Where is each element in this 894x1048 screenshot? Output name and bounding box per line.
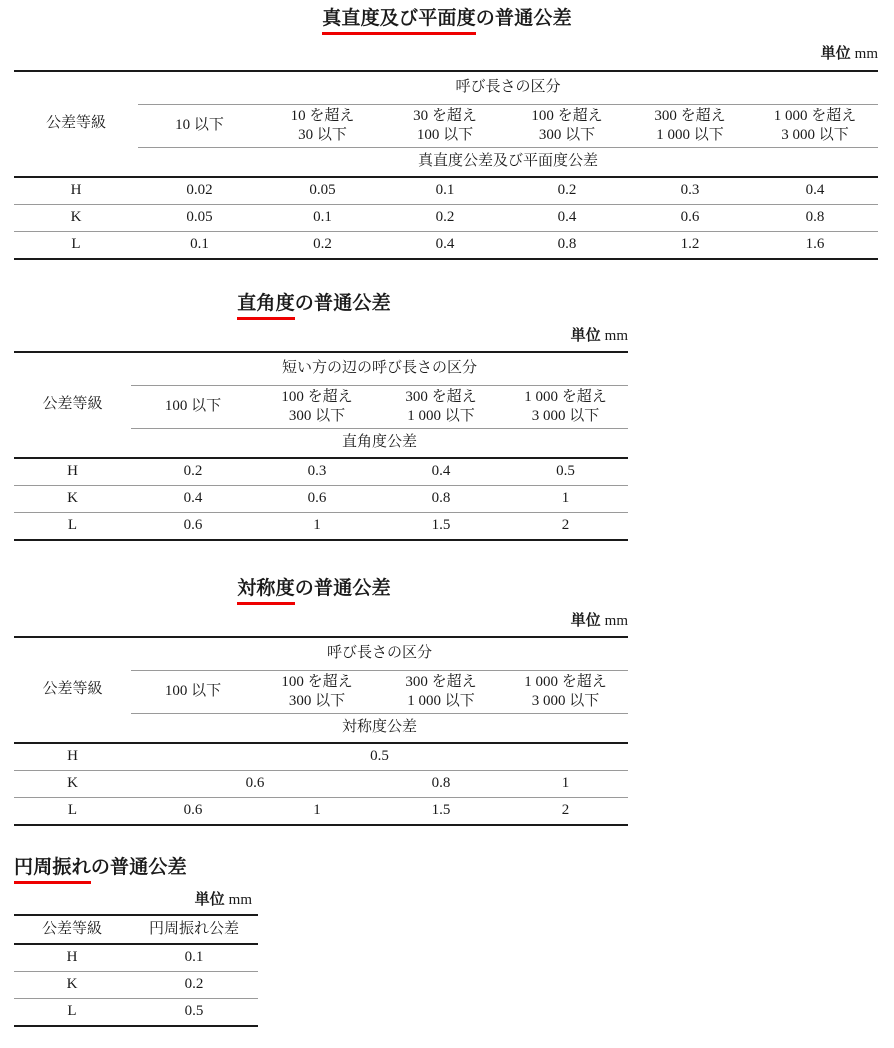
table-header-row-span	[14, 352, 628, 386]
value-cell: 0.8	[379, 771, 503, 798]
grade-header-cell: 公差等級	[14, 71, 138, 177]
value-cell: 0.02	[138, 177, 261, 205]
range-line1: 300 を超え	[654, 107, 726, 124]
range-line2: 30 以下	[298, 127, 347, 143]
tolerance-header: 直角度公差	[131, 429, 628, 459]
range-line1: 10 以下	[175, 117, 224, 134]
range-line1: 10 を超え	[290, 107, 355, 124]
range-line2: 3 000 以下	[531, 693, 600, 709]
value-cell: 0.6	[628, 205, 752, 232]
table-circular-runout	[14, 914, 258, 1027]
value-cell: 0.3	[628, 177, 752, 205]
grade-cell: K	[14, 972, 130, 999]
unit-word: 単位	[570, 326, 601, 344]
unit-label-1	[0, 46, 878, 62]
grade-cell: K	[14, 205, 138, 232]
unit-value: mm	[854, 46, 878, 62]
unit-value: mm	[604, 328, 628, 344]
unit-value: mm	[604, 613, 628, 629]
section-title-wrap	[0, 293, 628, 315]
value-cell: 0.1	[261, 205, 384, 232]
length-span-header: 呼び長さの区分	[138, 71, 878, 105]
section-title	[14, 857, 187, 879]
table-header-row-ranges	[14, 105, 878, 148]
page-title	[322, 8, 572, 30]
table-row	[14, 205, 878, 232]
grade-header-cell: 公差等級	[14, 352, 131, 458]
value-cell: 1.5	[379, 513, 503, 541]
grade-cell: L	[14, 798, 131, 826]
grade-cell: H	[14, 177, 138, 205]
section-squareness	[0, 292, 640, 534]
range-line2: 300 以下	[288, 408, 346, 424]
table-row	[14, 798, 628, 826]
tolerance-header: 円周振れ公差	[130, 915, 258, 944]
value-cell: 0.4	[384, 232, 506, 260]
range-line2: 3 000 以下	[531, 408, 600, 424]
range-cell	[255, 671, 379, 714]
title-underlined-part: 真直度及び平面度	[322, 7, 476, 29]
value-cell: 0.5	[131, 743, 628, 771]
title-rest-part: の普通公差	[294, 292, 391, 314]
range-cell	[384, 105, 506, 148]
grade-header-cell: 公差等級	[14, 637, 131, 743]
value-cell: 0.6	[255, 486, 379, 513]
unit-word: 単位	[570, 611, 601, 629]
title-underlined-part: 円周振れ	[14, 856, 91, 878]
table-row	[14, 177, 878, 205]
value-cell: 0.8	[379, 486, 503, 513]
value-cell: 1	[255, 798, 379, 826]
range-cell	[628, 105, 752, 148]
title-underlined-part: 対称度	[237, 577, 295, 599]
table-header-row-tolerance	[14, 148, 878, 178]
grade-cell: L	[14, 232, 138, 260]
range-line2: 300 以下	[288, 693, 346, 709]
grade-cell: L	[14, 513, 131, 541]
grade-cell: K	[14, 486, 131, 513]
unit-value: mm	[228, 892, 252, 908]
range-line2: 3 000 以下	[781, 127, 849, 143]
range-cell	[379, 386, 503, 429]
range-line2: 1 000 以下	[407, 693, 475, 709]
grade-cell: K	[14, 771, 131, 798]
value-cell: 1	[255, 513, 379, 541]
value-cell: 0.2	[131, 458, 255, 486]
unit-label-3	[0, 613, 628, 629]
range-cell	[261, 105, 384, 148]
value-cell: 0.2	[506, 177, 628, 205]
value-cell: 2	[503, 513, 628, 541]
value-cell: 0.4	[506, 205, 628, 232]
value-cell: 0.1	[130, 944, 258, 972]
title-rest-part: の普通公差	[90, 856, 187, 878]
value-cell: 0.6	[131, 771, 379, 798]
section-title-wrap	[0, 857, 300, 879]
section-circular-runout	[0, 856, 300, 1020]
range-cell	[255, 386, 379, 429]
value-cell: 1.5	[379, 798, 503, 826]
table-symmetry	[14, 636, 628, 826]
section-title-wrap	[0, 578, 628, 600]
range-cell	[503, 386, 628, 429]
range-line1: 1 000 を超え	[773, 107, 857, 124]
table-header-row-span	[14, 637, 628, 671]
range-cell	[503, 671, 628, 714]
grade-cell: H	[14, 458, 131, 486]
value-cell: 0.05	[138, 205, 261, 232]
range-line2: 300 以下	[538, 127, 596, 143]
unit-label-2	[0, 328, 628, 344]
value-cell: 0.4	[752, 177, 878, 205]
section-title-wrap	[0, 8, 894, 30]
table-header-row	[14, 915, 258, 944]
table-straightness-flatness	[14, 70, 878, 260]
value-cell: 0.05	[261, 177, 384, 205]
table-row	[14, 513, 628, 541]
range-line1: 1 000 を超え	[524, 673, 607, 690]
range-line1: 100 を超え	[281, 388, 353, 405]
range-cell	[506, 105, 628, 148]
value-cell: 1	[503, 486, 628, 513]
unit-word: 単位	[820, 44, 851, 62]
table-squareness	[14, 351, 628, 541]
value-cell: 1.6	[752, 232, 878, 260]
range-cell	[752, 105, 878, 148]
value-cell: 0.1	[384, 177, 506, 205]
range-line1: 30 を超え	[413, 107, 477, 124]
range-cell	[131, 671, 255, 714]
section-title	[237, 293, 391, 315]
grade-cell: H	[14, 743, 131, 771]
section-straightness-flatness	[0, 7, 894, 253]
range-line2: 1 000 以下	[407, 408, 475, 424]
range-line2: 100 以下	[416, 127, 474, 143]
range-line2: 1 000 以下	[656, 127, 724, 143]
table-row	[14, 232, 878, 260]
grade-cell: L	[14, 999, 130, 1027]
range-line1: 100 を超え	[531, 107, 603, 124]
range-line1: 100 を超え	[281, 673, 353, 690]
value-cell: 1.2	[628, 232, 752, 260]
range-cell	[138, 105, 261, 148]
value-cell: 2	[503, 798, 628, 826]
value-cell: 0.4	[131, 486, 255, 513]
range-cell	[131, 386, 255, 429]
value-cell: 0.8	[506, 232, 628, 260]
title-rest-part: の普通公差	[475, 7, 572, 29]
title-rest-part: の普通公差	[294, 577, 391, 599]
length-span-header: 呼び長さの区分	[131, 637, 628, 671]
value-cell: 0.4	[379, 458, 503, 486]
value-cell: 0.6	[131, 798, 255, 826]
grade-cell: H	[14, 944, 130, 972]
range-line1: 100 以下	[164, 398, 222, 415]
value-cell: 0.5	[503, 458, 628, 486]
table-row	[14, 771, 628, 798]
value-cell: 1	[503, 771, 628, 798]
value-cell: 0.2	[384, 205, 506, 232]
length-span-header: 短い方の辺の呼び長さの区分	[131, 352, 628, 386]
value-cell: 0.6	[131, 513, 255, 541]
table-row	[14, 458, 628, 486]
range-line1: 300 を超え	[405, 388, 477, 405]
value-cell: 0.3	[255, 458, 379, 486]
title-underlined-part: 直角度	[237, 292, 295, 314]
section-symmetry	[0, 577, 640, 819]
range-line1: 300 を超え	[405, 673, 477, 690]
grade-header-cell: 公差等級	[14, 915, 130, 944]
value-cell: 0.2	[261, 232, 384, 260]
value-cell: 0.8	[752, 205, 878, 232]
value-cell: 0.2	[130, 972, 258, 999]
table-header-row-span	[14, 71, 878, 105]
unit-word: 単位	[194, 890, 225, 908]
range-cell	[379, 671, 503, 714]
table-row	[14, 743, 628, 771]
range-line1: 1 000 を超え	[524, 388, 607, 405]
section-title	[237, 578, 391, 600]
tolerance-header: 真直度公差及び平面度公差	[138, 148, 878, 178]
value-cell: 0.5	[130, 999, 258, 1027]
tolerance-header: 対称度公差	[131, 714, 628, 744]
table-row	[14, 486, 628, 513]
range-line1: 100 以下	[164, 683, 222, 700]
table-row	[14, 944, 258, 972]
table-row	[14, 972, 258, 999]
value-cell: 0.1	[138, 232, 261, 260]
unit-label-4	[0, 892, 252, 908]
table-row	[14, 999, 258, 1027]
